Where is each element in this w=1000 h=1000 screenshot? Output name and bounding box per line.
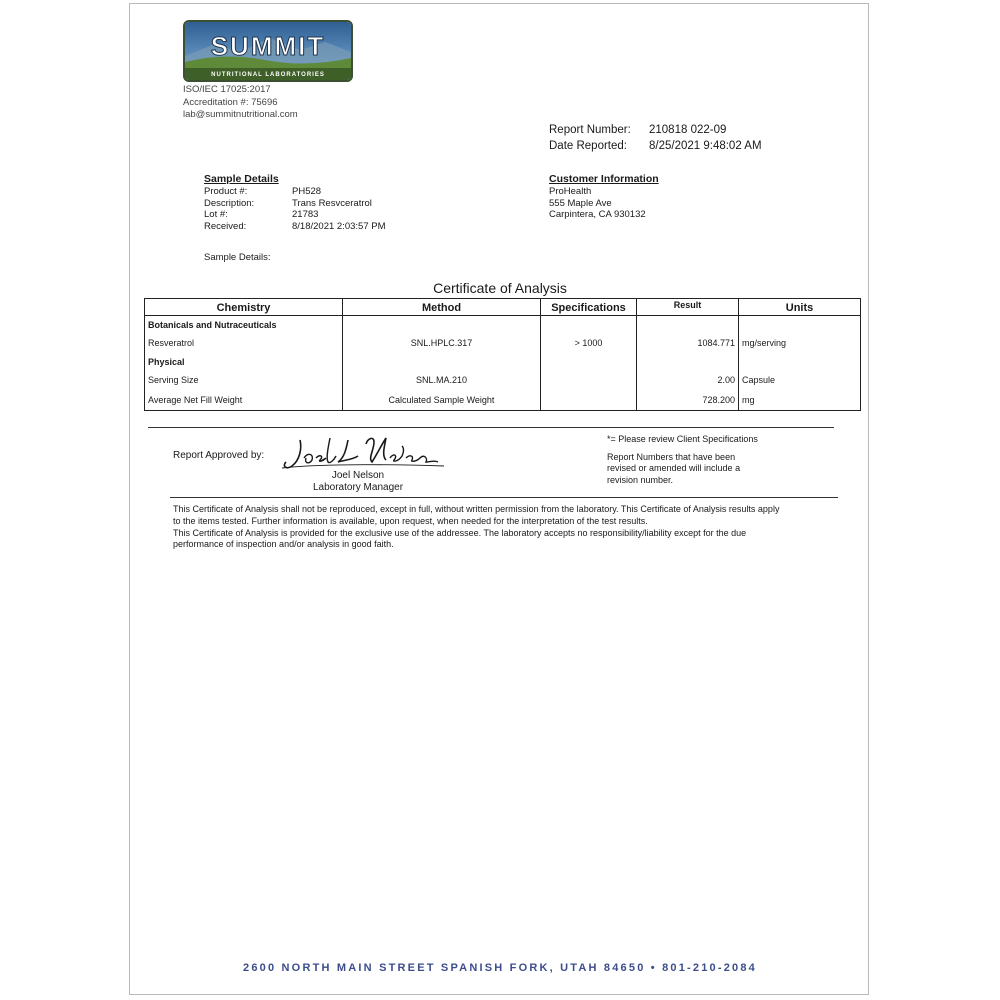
header-result: Result [637,299,739,316]
revision-note-line2: revised or amended will include a [607,463,741,473]
report-number-label: Report Number: [549,124,631,136]
logo-name: SUMMIT [210,31,326,61]
report-notes [607,434,758,486]
approval-top-divider [148,427,834,428]
header-specifications: Specifications [541,299,637,316]
method-cell: Calculated Sample Weight [343,390,541,411]
table-row [145,370,861,390]
revision-note-line3: revision number. [607,474,674,485]
table-row [145,333,861,353]
results-table [144,298,861,411]
signer-block [300,470,416,494]
approval-bottom-divider [170,497,838,498]
result-cell: 728.200 [637,390,739,411]
method-cell: SNL.MA.210 [343,370,541,390]
description-value: Trans Resvceratrol [292,197,372,209]
customer-information [549,174,659,221]
customer-info-title: Customer Information [549,173,659,185]
disclaimer [173,504,843,551]
disclaimer-line2: to the items tested. Further information is available, upon request, when needed for the interpretation of the test results. [173,515,648,526]
header-units: Units [739,299,861,316]
report-info [549,123,762,154]
client-spec-note: *= Please review Client Specifications [607,434,758,444]
revision-note-line1: Report Numbers that have been [607,451,736,462]
header-chemistry: Chemistry [145,299,343,316]
summit-logo [183,20,353,82]
lot-value: 21783 [292,209,319,221]
units-cell: mg/serving [739,333,861,353]
result-cell: 1084.771 [637,333,739,353]
sample-details [204,174,386,233]
group-name: Botanicals and Nutraceuticals [145,316,343,334]
table-header-row [145,299,861,316]
units-cell: mg [739,390,861,411]
table-row [145,390,861,411]
report-number: 210818 022-09 [649,124,727,136]
group-name: Physical [145,353,343,370]
sample-details-title: Sample Details [204,173,279,185]
sample-details-note-label: Sample Details: [204,252,271,263]
footer-address: 2600 NORTH MAIN STREET SPANISH FORK, UTAH 84650 • 801-210-2084 [243,962,757,974]
accreditation-number: Accreditation #: 75696 [183,96,278,108]
result-cell: 2.00 [637,370,739,390]
customer-name: ProHealth [549,185,592,197]
chemistry-cell: Average Net Fill Weight [145,390,343,411]
description-label: Description: [204,197,255,209]
logo-subtitle: NUTRITIONAL LABORATORIES [211,72,325,78]
iso-standard: ISO/IEC 17025:2017 [183,84,271,95]
date-reported-label: Date Reported: [549,139,627,152]
disclaimer-line3: This Certificate of Analysis is provided for the exclusive use of the addressee. The laboratory accepts no responsibility/liability except for the due [173,527,747,538]
chemistry-cell: Serving Size [145,370,343,390]
group-row [145,353,861,370]
disclaimer-line1: This Certificate of Analysis shall not be reproduced, except in full, without written permission from the laboratory. This Certificate of Analysis results apply [173,504,780,514]
chemistry-cell: Resveratrol [145,333,343,353]
lot-label: Lot #: [204,209,228,221]
signer-title: Laboratory Manager [312,482,404,493]
received-value: 8/18/2021 2:03:57 PM [292,221,386,233]
lab-email: lab@summitnutritional.com [183,109,298,120]
customer-address-line1: 555 Maple Ave [549,197,612,209]
product-value: PH528 [292,185,322,197]
specifications-cell [541,370,637,390]
product-label: Product #: [204,185,248,197]
group-row [145,316,861,334]
specifications-cell [541,390,637,411]
method-cell: SNL.HPLC.317 [343,333,541,353]
specifications-cell: > 1000 [541,333,637,353]
report-approved-label: Report Approved by: [173,450,265,461]
header-method: Method [343,299,541,316]
units-cell: Capsule [739,370,861,390]
date-reported: 8/25/2021 9:48:02 AM [649,139,762,152]
signer-name: Joel Nelson [331,470,385,481]
customer-address-line2: Carpintera, CA 930132 [549,209,646,221]
certificate-title: Certificate of Analysis [433,280,567,296]
lab-info [183,84,298,122]
received-label: Received: [204,221,247,233]
disclaimer-line4: performance of inspection and/or analysis in good faith. [173,539,394,550]
